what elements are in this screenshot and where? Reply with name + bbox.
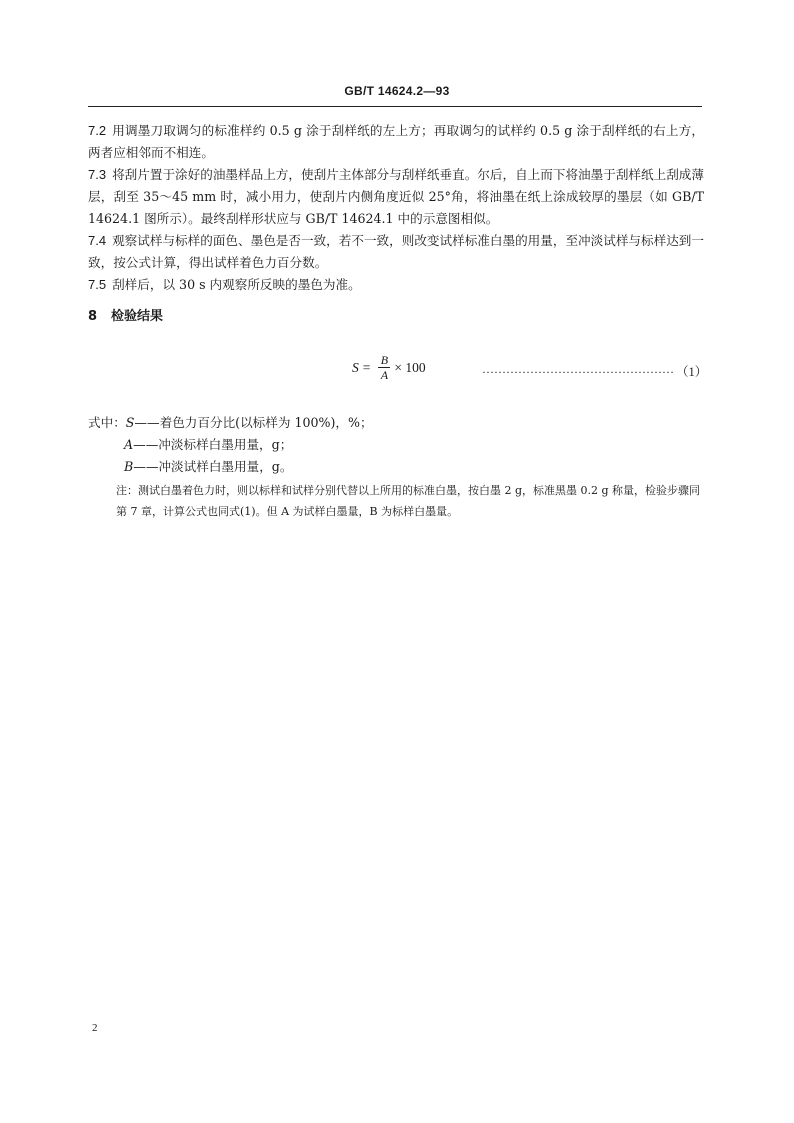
definition-symbol: S [125, 415, 135, 430]
note [116, 480, 706, 522]
definition-intro: 式中： [88, 415, 126, 430]
clause-number: 7.4 [88, 233, 107, 248]
formula-numerator: B [380, 353, 389, 367]
definition-row-b [124, 456, 292, 478]
formula [352, 354, 426, 381]
section-number: 8 [88, 309, 98, 324]
definition-row-a [124, 434, 292, 456]
definition-dash: —— [133, 437, 159, 452]
formula-denominator: A [380, 368, 389, 382]
formula-times: × 100 [394, 359, 426, 375]
definition-desc: 冲淡标样白墨用量，g； [158, 437, 293, 452]
definition-desc: 着色力百分比(以标样为 100%)，%； [159, 415, 373, 430]
clause-text: 将刮片置于涂好的油墨样品上方，使刮片主体部分与刮样纸垂直。尔后，自上而下将油墨于刮样纸上刮成薄层，刮至 35～45 mm 时，减小用力，使刮片内侧角度近似 25°角，将油墨在纸上涂成较厚的墨层（如 GB/T 14624.1 图所示）。最终刮样形状应与 GB/T 14624.1 中的示意图相似。 [88, 167, 704, 226]
formula-fraction [378, 354, 390, 381]
page-number: 2 [92, 1022, 98, 1034]
clause-text: 刮样后，以 30 s 内观察所反映的墨色为准。 [112, 277, 361, 292]
equation-number: （1） [676, 365, 708, 379]
note-text: 测试白墨着色力时，则以标样和试样分别代替以上所用的标准白墨，按白墨 2 g，标准黑墨 0.2 g 称量，检验步骤同第 7 章，计算公式也同式(1)。但 A 为试样白墨量，B 为标样白墨量。 [116, 484, 701, 518]
definition-dash: —— [134, 415, 160, 430]
clause-number: 7.3 [88, 167, 107, 182]
clause-7-3 [88, 164, 704, 230]
document-header-code: GB/T 14624.2—93 [344, 84, 450, 98]
section-title: 检验结果 [111, 309, 164, 324]
clause-number: 7.5 [88, 277, 107, 292]
note-label: 注： [116, 484, 138, 497]
clause-number: 7.2 [88, 123, 107, 138]
definition-row-s [88, 412, 373, 434]
clause-7-2 [88, 120, 704, 164]
definition-symbol: B [124, 459, 134, 474]
formula-equals: = [362, 359, 371, 375]
formula-leader-dots: ………………………………………… [482, 362, 674, 376]
clause-text: 观察试样与标样的面色、墨色是否一致，若不一致，则改变试样标准白墨的用量，至冲淡试样与标样达到一致，按公式计算，得出试样着色力百分数。 [88, 233, 704, 270]
definition-desc: 冲淡试样白墨用量，g。 [158, 459, 293, 474]
clause-7-4 [88, 230, 704, 274]
formula-lhs: S [352, 359, 359, 375]
definition-symbol: A [124, 437, 134, 452]
header-rule [88, 106, 702, 107]
definition-dash: —— [133, 459, 159, 474]
section-heading [88, 305, 163, 324]
clause-7-5 [88, 274, 704, 296]
clause-text: 用调墨刀取调匀的标准样约 0.5 g 涂于刮样纸的左上方；再取调匀的试样约 0.5 g 涂于刮样纸的右上方，两者应相邻而不相连。 [88, 123, 704, 160]
